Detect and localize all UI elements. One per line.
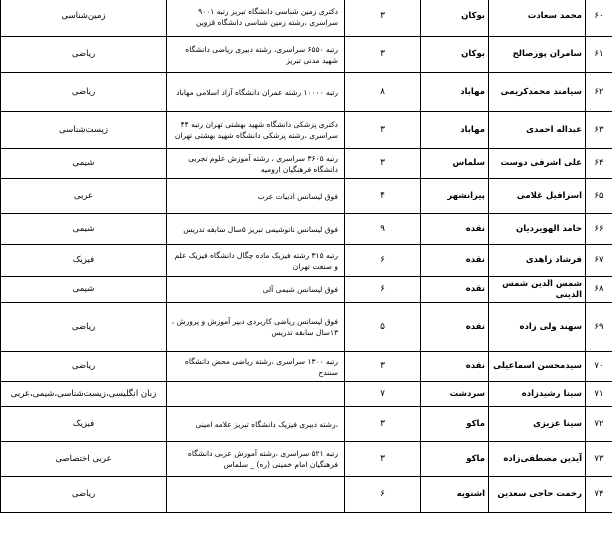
- table-row: [1, 73, 612, 112]
- count-value: ۶: [345, 477, 421, 513]
- row-number: ۶۳: [586, 112, 612, 149]
- person-name: سینا رشیدزاده: [489, 382, 586, 407]
- row-number: ۶۴: [586, 149, 612, 179]
- count-value: ۹: [345, 214, 421, 245]
- qualification-text: رتبه ۵۲۱ سراسری ،رشته آموزش عربی دانشگاه فرهنگیان امام خمینی (ره) _ سلماس: [167, 442, 345, 477]
- count-value: ۳: [345, 112, 421, 149]
- row-number: ۷۳: [586, 442, 612, 477]
- subject-text: عربی: [1, 179, 167, 214]
- person-name: عبداله احمدی: [489, 112, 586, 149]
- count-value: ۳: [345, 149, 421, 179]
- table-row: [1, 277, 612, 303]
- city-name: سردشت: [421, 382, 489, 407]
- table-row: [1, 303, 612, 352]
- person-name: سهند ولی زاده: [489, 303, 586, 352]
- row-number: ۶۶: [586, 214, 612, 245]
- city-name: نقده: [421, 352, 489, 382]
- qualification-text: رتبه ۱۰۰۰۰ رشته عمران دانشگاه آزاد اسلامی مهاباد: [167, 73, 345, 112]
- count-value: ۸: [345, 73, 421, 112]
- subject-text: شیمی: [1, 214, 167, 245]
- table-row: [1, 477, 612, 513]
- person-name: آیدین مصطفی‌زاده: [489, 442, 586, 477]
- qualification-text: رتبه ۳۱۵ رشته فیزیک ماده چگال دانشگاه فیزیک علم و صنعت تهران: [167, 245, 345, 277]
- city-name: مهاباد: [421, 73, 489, 112]
- person-name: رحمت حاجی سعدین: [489, 477, 586, 513]
- person-name: سامران پورصالح: [489, 37, 586, 73]
- person-name: سینا عزیزی: [489, 407, 586, 442]
- qualification-text: فوق لیسانس ریاضی کاربردی دبیر آموزش و پرورش ، ۱۳سال سابقه تدریس: [167, 303, 345, 352]
- qualification-text: [167, 382, 345, 407]
- city-name: نقده: [421, 245, 489, 277]
- city-name: پیرانشهر: [421, 179, 489, 214]
- subject-text: ریاضی: [1, 37, 167, 73]
- table-row: [1, 442, 612, 477]
- city-name: ماکو: [421, 407, 489, 442]
- row-number: ۶۰: [586, 0, 612, 37]
- city-name: نقده: [421, 277, 489, 303]
- qualification-text: فوق لیسانس شیمی آلی: [167, 277, 345, 303]
- person-name: سیدمحسن اسماعیلی: [489, 352, 586, 382]
- count-value: ۳: [345, 407, 421, 442]
- count-value: ۳: [345, 352, 421, 382]
- count-value: ۶: [345, 245, 421, 277]
- subject-text: فیزیک: [1, 407, 167, 442]
- person-name: سیامند محمدکریمی: [489, 73, 586, 112]
- city-name: بوکان: [421, 0, 489, 37]
- row-number: ۷۴: [586, 477, 612, 513]
- count-value: ۵: [345, 303, 421, 352]
- person-name: اسرافیل غلامی: [489, 179, 586, 214]
- qualification-text: [167, 477, 345, 513]
- subject-text: ریاضی: [1, 477, 167, 513]
- row-number: ۶۱: [586, 37, 612, 73]
- person-name: علی اشرفی دوست: [489, 149, 586, 179]
- table-row: [1, 179, 612, 214]
- city-name: ماکو: [421, 442, 489, 477]
- row-number: ۶۵: [586, 179, 612, 214]
- qualification-text: رتبه ۱۳۰۰ سراسری ،رشته ریاضی محض دانشگاه سنندج: [167, 352, 345, 382]
- row-number: ۷۰: [586, 352, 612, 382]
- person-name: شمس الدین شمس الدینی: [489, 277, 586, 303]
- row-number: ۷۱: [586, 382, 612, 407]
- qualification-text: فوق لیسانس نانوشیمی تبریز ۵سال سابقه تدریس: [167, 214, 345, 245]
- qualification-text: دکتری پزشکی دانشگاه شهید بهشتی تهران رتبه ۴۴ سراسری ،رشته پزشکی دانشگاه شهید بهشتی تهران: [167, 112, 345, 149]
- qualification-text: ،رشته دبیری فیزیک دانشگاه تبریز علامه امینی: [167, 407, 345, 442]
- qualification-text: رتبه ۶۵۵۰ سراسری، رشته دبیری ریاضی دانشگاه شهید مدنی تبریز: [167, 37, 345, 73]
- table-body: [1, 0, 612, 513]
- subject-text: ریاضی: [1, 352, 167, 382]
- count-value: ۳: [345, 442, 421, 477]
- subject-text: عربی اختصاصی: [1, 442, 167, 477]
- person-name: فرشاد زاهدی: [489, 245, 586, 277]
- city-name: بوکان: [421, 37, 489, 73]
- subject-text: شیمی: [1, 277, 167, 303]
- qualification-text: دکتری زمین شناسی دانشگاه تبریز رتبه ۹۰۰۱ سراسری ،رشته زمین شناسی دانشگاه قزوین: [167, 0, 345, 37]
- row-number: ۶۷: [586, 245, 612, 277]
- table-row: [1, 245, 612, 277]
- table-row: [1, 407, 612, 442]
- count-value: ۶: [345, 277, 421, 303]
- table-row: [1, 0, 612, 37]
- count-value: ۴: [345, 179, 421, 214]
- city-name: اشنویه: [421, 477, 489, 513]
- person-name: حامد الهویردیان: [489, 214, 586, 245]
- qualification-text: فوق لیسانس ادبیات عرب: [167, 179, 345, 214]
- subject-text: شیمی: [1, 149, 167, 179]
- count-value: ۳: [345, 0, 421, 37]
- city-name: نقده: [421, 303, 489, 352]
- row-number: ۶۸: [586, 277, 612, 303]
- person-name: محمد سعادت: [489, 0, 586, 37]
- subject-text: زمین‌شناسی: [1, 0, 167, 37]
- subject-text: ریاضی: [1, 73, 167, 112]
- row-number: ۶۹: [586, 303, 612, 352]
- city-name: مهاباد: [421, 112, 489, 149]
- table-row: [1, 214, 612, 245]
- subject-text: فیزیک: [1, 245, 167, 277]
- row-number: ۶۲: [586, 73, 612, 112]
- subject-text: زیست‌شناسی: [1, 112, 167, 149]
- table-row: [1, 112, 612, 149]
- city-name: سلماس: [421, 149, 489, 179]
- count-value: ۳: [345, 37, 421, 73]
- subject-text: زبان انگلیسی،زیست‌شناسی،شیمی،عربی: [1, 382, 167, 407]
- qualification-text: رتبه ۳۶۰۵ سراسری ، رشته آموزش علوم تجربی دانشگاه فرهنگیان ارومیه: [167, 149, 345, 179]
- row-number: ۷۲: [586, 407, 612, 442]
- table-row: [1, 382, 612, 407]
- count-value: ۷: [345, 382, 421, 407]
- subject-text: ریاضی: [1, 303, 167, 352]
- table-row: [1, 352, 612, 382]
- table-row: [1, 37, 612, 73]
- city-name: نقده: [421, 214, 489, 245]
- table-row: [1, 149, 612, 179]
